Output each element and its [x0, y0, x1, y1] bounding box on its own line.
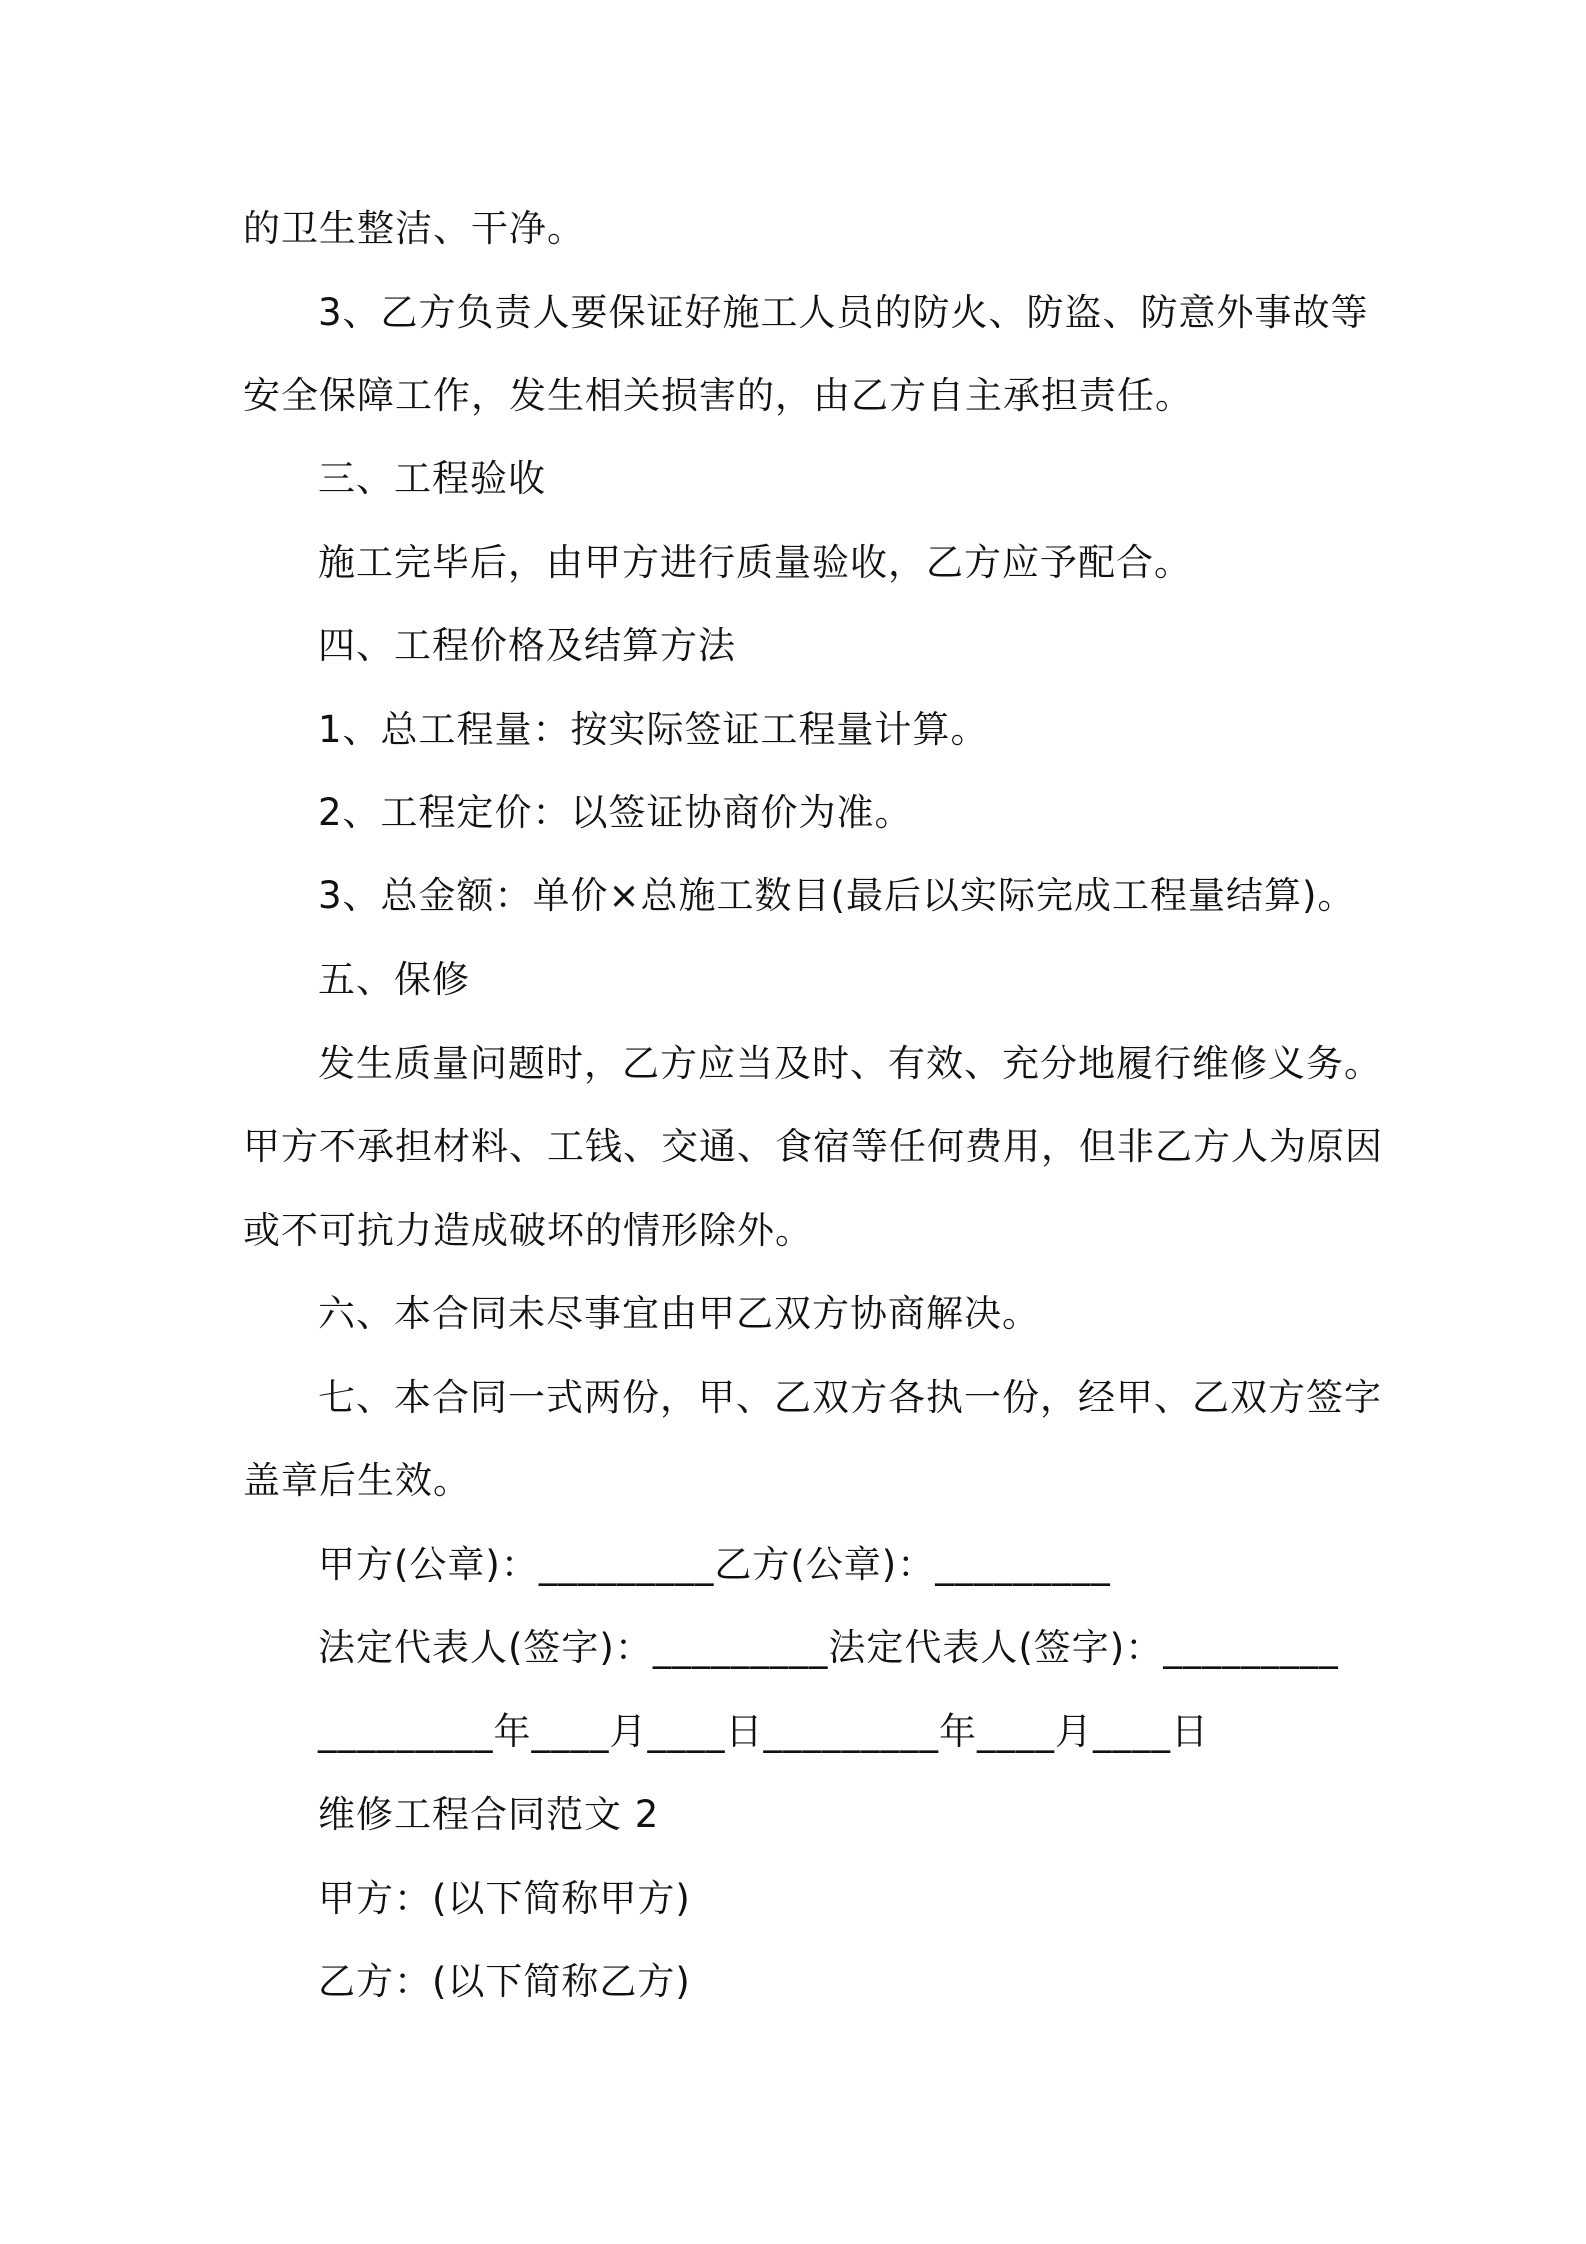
date-line: _________年____月____日_________年____月____日 — [318, 1710, 1209, 1753]
section-heading: 六、本合同未尽事宜由甲乙双方协商解决。 — [318, 1292, 1040, 1335]
clause-item: 1、总工程量：按实际签证工程量计算。 — [318, 708, 989, 751]
signature-line: 法定代表人(签字)：_________法定代表人(签字)：_________ — [318, 1626, 1339, 1669]
party-line: 乙方：(以下简称乙方) — [318, 1960, 691, 2003]
paragraph-line: 盖章后生效。 — [243, 1459, 471, 1502]
paragraph-line: 安全保障工作，发生相关损害的，由乙方自主承担责任。 — [243, 374, 1193, 417]
paragraph-line: 发生质量问题时，乙方应当及时、有效、充分地履行维修义务。 — [318, 1042, 1382, 1085]
document-title: 维修工程合同范文 2 — [318, 1793, 660, 1836]
clause-item: 3、总金额：单价×总施工数目(最后以实际完成工程量结算)。 — [318, 874, 1356, 917]
clause-item: 2、工程定价：以签证协商价为准。 — [318, 791, 913, 834]
section-heading: 三、工程验收 — [318, 457, 546, 500]
paragraph-line: 的卫生整洁、干净。 — [243, 207, 585, 250]
party-line: 甲方：(以下简称甲方) — [318, 1877, 691, 1920]
signature-line: 甲方(公章)：_________乙方(公章)：_________ — [318, 1543, 1111, 1586]
paragraph-line: 甲方不承担材料、工钱、交通、食宿等任何费用，但非乙方人为原因 — [243, 1125, 1383, 1168]
section-heading: 四、工程价格及结算方法 — [318, 624, 736, 667]
section-heading: 五、保修 — [318, 958, 470, 1001]
paragraph-line: 施工完毕后，由甲方进行质量验收，乙方应予配合。 — [318, 541, 1192, 584]
section-heading: 七、本合同一式两份，甲、乙双方各执一份，经甲、乙双方签字 — [318, 1376, 1382, 1419]
clause-item: 3、乙方负责人要保证好施工人员的防火、防盗、防意外事故等 — [318, 291, 1369, 334]
paragraph-line: 或不可抗力造成破坏的情形除外。 — [243, 1209, 813, 1252]
